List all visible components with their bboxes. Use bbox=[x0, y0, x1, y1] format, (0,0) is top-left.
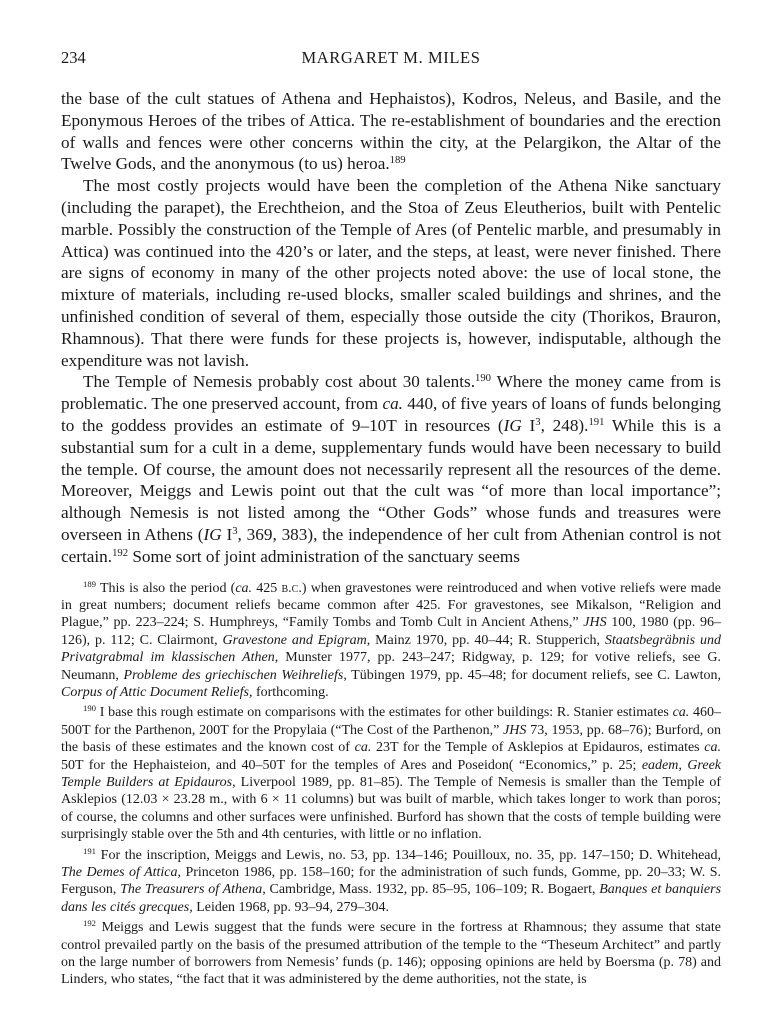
book-title: Staatsbegräbnis und Privatgrabmal im klassischen Athen bbox=[61, 632, 721, 666]
text-run: For the inscription, Meiggs and Lewis, no. 53, pp. 134–146; Pouilloux, no. 35, pp. 147–150; D. Whitehead, bbox=[96, 847, 721, 863]
book-title: Banques et banquiers dans les cités grecques bbox=[61, 882, 722, 915]
text-run: This is also the period ( bbox=[96, 580, 236, 596]
text-run: 425 bbox=[252, 580, 282, 596]
text-run: The Temple of Nemesis probably cost about 30 talents. bbox=[83, 372, 476, 392]
italic-abbrev: ca. bbox=[704, 740, 721, 756]
paragraph-text: the base of the cult statues of Athena and Hephaistos), Kodros, Neleus, and Basile, and the Eponymous Heroes of the tribes of Attica. The re-establishment of boundaries and the erection of walls and fences were other concerns within the city, at the Pelargikon, the Altar of the Twelve Gods, and the anonymous (to us) heroa. bbox=[61, 89, 721, 174]
text-run: , forthcoming. bbox=[248, 684, 329, 700]
book-title: The Treasurers of Athena bbox=[120, 882, 263, 898]
paragraph bbox=[61, 88, 721, 175]
book-title: Probleme des griechischen Weihreliefs bbox=[123, 667, 344, 683]
text-run: 23T for the Temple of Asklepios at Epidauros, estimates bbox=[371, 740, 705, 756]
text-run: Where the money came from is problematic. The one preserved account, from bbox=[61, 372, 721, 414]
text-run: 73, 1953, pp. 68–76); Burford, on the basis of these estimates and the known cost of bbox=[61, 722, 721, 756]
superscript: 3 bbox=[535, 417, 541, 429]
running-title: MARGARET M. MILES bbox=[301, 48, 481, 67]
text-run: , Munster 1977, pp. 243–247; Ridgway, p. 129; for votive reliefs, see G. Neumann, bbox=[61, 650, 721, 683]
running-head bbox=[61, 48, 721, 74]
text-run: , 369, 383), the independence of her cult from Athenian control is not certain. bbox=[61, 524, 721, 566]
footnote-number: 192 bbox=[83, 918, 97, 929]
text-run: , Princeton 1986, pp. 158–160; for the administration of such funds, Gomme, pp. 20–33; W. S. Ferguson, bbox=[61, 865, 721, 898]
page-number: 234 bbox=[61, 48, 86, 67]
footnote-ref: 191 bbox=[588, 417, 605, 429]
italic-abbrev: IG bbox=[203, 524, 222, 544]
footnote-191 bbox=[61, 847, 721, 917]
italic-abbrev: ca. bbox=[672, 705, 690, 721]
text-run: 440, of five years of loans of funds belonging to the goddess provides an estimate of 9–10T in resources ( bbox=[61, 394, 722, 435]
text-run: , 248). bbox=[540, 415, 589, 435]
footnote-number: 189 bbox=[83, 578, 97, 589]
footnote-number: 190 bbox=[83, 703, 97, 714]
paragraph bbox=[61, 371, 721, 567]
text-run: Meiggs and Lewis suggest that the funds were secure in the fortress at Rhamnous; they assume that state control prevailed partly on the basis of the presumed attribution of the temple to the “Theseum Architect” and partly on the large number of borrowers from Nemesis’ funds (p. 146); opposing opinions are held by Boersma (p. 78) and Linders, who states, “the fact that it was administered by the deme authorities, not the state, is bbox=[61, 920, 721, 988]
book-title: eadem, Greek Temple Builders at Epidauros bbox=[61, 757, 721, 790]
paragraph-text: The most costly projects would have been the completion of the Athena Nike sanctuary (including the parapet), the Erechtheion, and the Stoa of Zeus Eleutherios, built with Pentelic marble. Possibly the construction of the Temple of Ares (of Pentelic marble, and presumably in Attica) was continued into the 420’s or later, and the steps, at least, were never finished. There are signs of economy in many of the other projects noted above: the use of local stone, the mixture of materials, including re-used blocks, smaller scaled buildings and shrines, and the unfinished condition of several of them, especially those outside the city (Thorikos, Brauron, Rhamnous). That there were funds for these projects is, however, indisputable, although the expenditure was not lavish. bbox=[61, 176, 721, 370]
journal-title: JHS bbox=[583, 615, 607, 631]
text-run: I bbox=[221, 524, 233, 544]
text-run: , Leiden 1968, pp. 93–94, 279–304. bbox=[189, 899, 390, 915]
italic-abbrev: ca. bbox=[382, 394, 403, 414]
footnotes bbox=[61, 580, 721, 989]
text-run: , Cambridge, Mass. 1932, pp. 85–95, 106–109; R. Bogaert, bbox=[262, 882, 600, 898]
book-title: The Demes of Attica bbox=[61, 865, 178, 881]
text-run: , Tübingen 1979, pp. 45–48; for document reliefs, see C. Lawton, bbox=[343, 667, 721, 683]
footnote-189 bbox=[61, 580, 721, 702]
text-run: 100, 1980 (pp. 96–126), p. 112; C. Clairmont, bbox=[61, 615, 721, 648]
text-run: Some sort of joint administration of the sanctuary seems bbox=[128, 546, 520, 566]
footnote-ref: 189 bbox=[389, 155, 406, 167]
italic-abbrev: ca. bbox=[354, 740, 372, 756]
text-run: , Mainz 1970, pp. 40–44; R. Stupperich, bbox=[366, 632, 605, 648]
footnote-ref: 190 bbox=[475, 373, 491, 385]
page bbox=[61, 48, 721, 992]
text-run: While this is a substantial sum for a cult in a deme, supplementary funds would have been necessary to build the temple. Of course, the amount does not necessarily represent all the resources of the deme. Moreover, Meiggs and Lewis point out that the cult was “of more than local importance”; although Nemesis is not listed among the “Other Gods” whose funds and treasures were overseen in Athens ( bbox=[61, 415, 721, 544]
text-run: ) when gravestones were reintroduced and when votive reliefs were made in great numbers; document reliefs became common after 425. For gravestones, see Mikalson, “Religion and Plague,” pp. 223–224; S. Humphreys, “Family Tombs and Tomb Cult in Ancient Athens,” bbox=[61, 580, 721, 631]
paragraph bbox=[61, 175, 721, 371]
text-run: I base this rough estimate on comparisons with the estimates for other buildings: R. Stanier estimates bbox=[96, 705, 673, 721]
superscript: 3 bbox=[232, 526, 238, 538]
book-title: Corpus of Attic Document Reliefs bbox=[61, 684, 249, 700]
italic-abbrev: ca. bbox=[235, 580, 253, 596]
footnote-number: 191 bbox=[83, 845, 97, 856]
book-title: Gravestone and Epigram bbox=[222, 632, 367, 648]
text-run: I bbox=[521, 415, 536, 435]
footnote-192 bbox=[61, 919, 721, 989]
text-run: 460–500T for the Parthenon, 200T for the Propylaia (“The Cost of the Parthenon,” bbox=[61, 705, 721, 738]
small-caps-text: b.c. bbox=[281, 580, 302, 596]
text-run: , Liverpool 1989, pp. 81–85). The Temple of Nemesis is smaller than the Temple of Asklepios (12.03 × 23.28 m., with 6 × 11 columns) but was built of marble, which takes longer to work than poros; of course, the columns and other surfaces were unfinished. Burford has shown that the costs of temple building were surprisingly stable over the 5th and 4th centuries, with little or no inflation. bbox=[61, 775, 722, 843]
italic-abbrev: IG bbox=[503, 415, 522, 435]
text-run: 50T for the Hephaisteion, and 40–50T for the temples of Ares and Poseidon( “Economics,” p. 25; bbox=[61, 757, 642, 773]
body-text bbox=[61, 88, 721, 568]
journal-title: JHS bbox=[503, 722, 527, 738]
footnote-190 bbox=[61, 704, 721, 843]
footnote-ref: 192 bbox=[112, 547, 129, 559]
